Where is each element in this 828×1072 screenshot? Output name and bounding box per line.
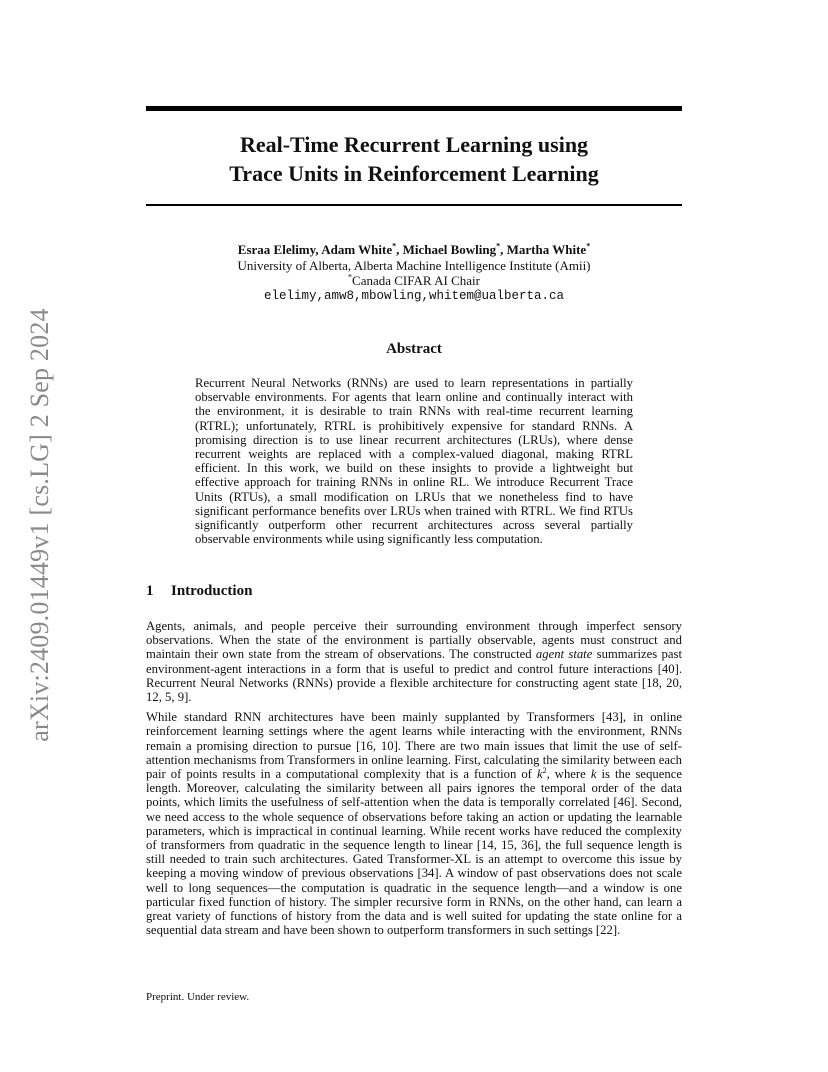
- abstract-heading: Abstract: [386, 341, 442, 357]
- introduction-body: [146, 619, 682, 943]
- arxiv-sidebar: [22, 290, 58, 760]
- title-top-rule: [146, 106, 682, 111]
- abstract-body: Recurrent Neural Networks (RNNs) are used to learn representations in partially observable environments. For agents that learn online and continually interact with the environment, it is desirable to train RNNs with real-time recurrent learning (RTRL); unfortunately, RTRL is prohibitively expensive for standard RNNs. A promising direction is to use linear recurrent architectures (LRUs), where dense recurrent weights are replaced with a complex-valued diagonal, making RTRL efficient. In this work, we build on these insights to provide a lightweight but effective approach for training RNNs in online RL. We introduce Recurrent Trace Units (RTUs), a small modification on LRUs that we nonetheless find to have significant performance benefits over LRUs when trained with RTRL. We find RTUs significantly outperform other recurrent architectures across several partially observable environments while using significantly less computation.: [195, 376, 633, 547]
- title-line-1: Real-Time Recurrent Learning using: [239, 132, 589, 157]
- math-k: k: [536, 767, 543, 782]
- author-chair-note: *Canada CIFAR AI Chair: [348, 272, 480, 288]
- footer-note: Preprint. Under review.: [146, 991, 250, 1003]
- author-block: [146, 242, 682, 304]
- agent-state-emphasis: agent state: [535, 647, 593, 662]
- author-names: Esraa Elelimy, Adam White*, Michael Bowling*, Martha White*: [237, 241, 591, 257]
- intro-paragraph-1: Agents, animals, and people perceive their surrounding environment through imperfect sensory observations. When the state of the environment is partially observable, agents must construct and maintain their own state from the stream of observations. The constructed agent state summarizes past environment-agent interactions in a form that is useful to predict and control future interactions [40]. Recurrent Neural Networks (RNNs) provide a flexible architecture for constructing agent state [18, 20, 12, 5, 9].: [146, 619, 682, 705]
- math-k: k: [590, 767, 597, 782]
- math-exponent: 2: [542, 765, 547, 775]
- intro-paragraph-2: While standard RNN architectures have been mainly supplanted by Transformers [43], in online reinforcement learning settings where the agent learns while interacting with the environment, RNNs remain a promising direction to pursue [16, 10]. There are two main issues that limit the use of self-attention mechanisms from Transformers in online learning. First, calculating the similarity between each pair of points results in a computational complexity that is a function of $k^2$, where k is the sequence length. Moreover, calculating the similarity between all pairs ignores the temporal order of the data points, which limits the usefulness of self-attention when the data is temporally correlated [46]. Second, we need access to the whole sequence of observations before taking an action or updating the learnable parameters, which is impractical in continual learning. While recent works have reduced the complexity of transformers from quadratic in the sequence length to linear [14, 15, 36], the full sequence length is still needed to train such architectures. Gated Transformer-XL is an attempt to overcome this issue by keeping a moving window of previous observations [34]. A window of past observations does not scale well to long sequences—the computation is quadratic in the sequence length—and a window is one particular fixed function of history. The simpler recursive form in RNNs, on the other hand, can learn a great variety of functions of history from the data and is well suited for updating the state online for a sequential data stream and have been shown to outperform transformers in such settings [22].: [146, 710, 682, 938]
- arxiv-identifier: arXiv:2409.01449v1 [cs.LG] 2 Sep 2024: [25, 308, 54, 742]
- title-line-2: Trace Units in Reinforcement Learning: [229, 161, 599, 186]
- section-title: Introduction: [171, 583, 253, 599]
- author-email: elelimy,amw8,mbowling,whitem@ualberta.ca: [263, 288, 565, 303]
- section-heading-introduction: [146, 583, 682, 600]
- section-number: 1: [146, 583, 154, 599]
- title-bottom-rule: [146, 204, 682, 206]
- paper-title: [146, 130, 682, 188]
- author-affiliation: University of Alberta, Alberta Machine Intelligence Institute (Amii): [237, 257, 591, 273]
